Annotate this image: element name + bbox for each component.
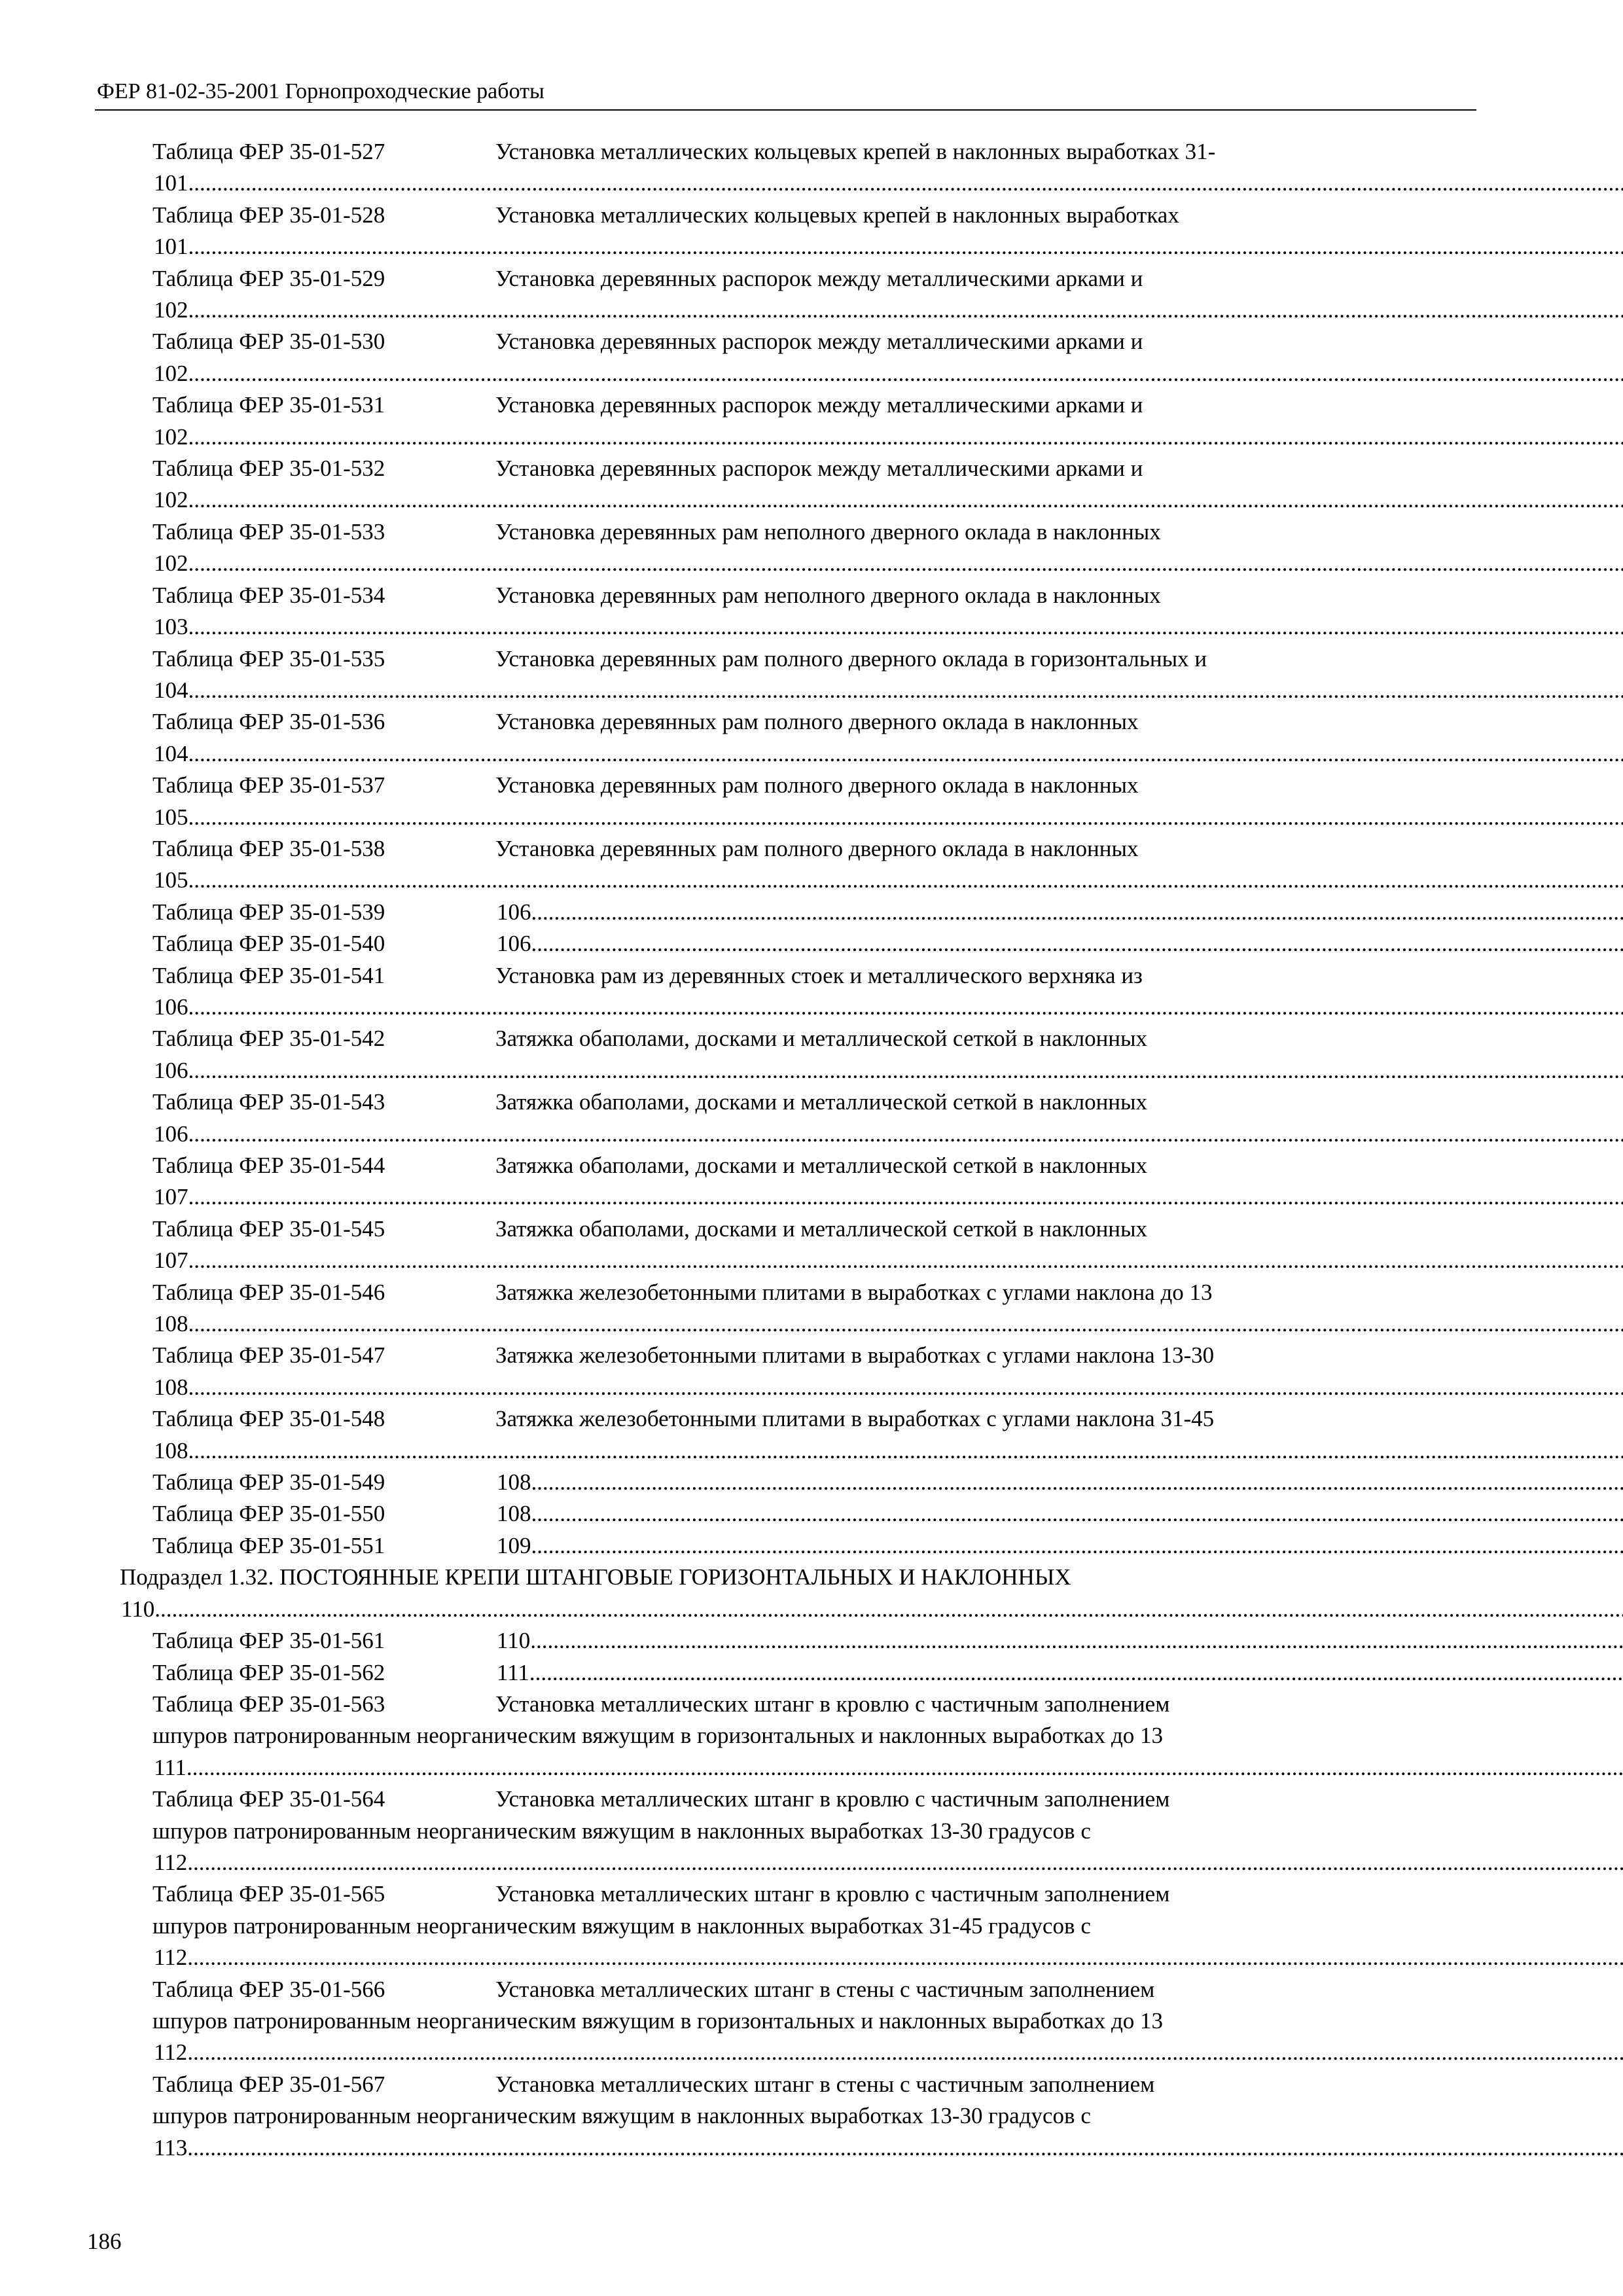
toc-entry	[152, 833, 1476, 897]
toc-title-line: шпуров патронированным неорганическим вяжущим в наклонных выработках 31-45 градусов с	[152, 1912, 1091, 1939]
toc-title-line: шпуров патронированным неорганическим вяжущим в наклонных выработках 13-30 градусов с	[152, 2103, 1091, 2129]
toc-table-id: Таблица ФЕР 35-01-541	[152, 962, 385, 988]
toc-page-ref: 105	[154, 867, 188, 893]
toc-title-line: Установка деревянных распорок между металлическими арками и	[495, 456, 1143, 482]
toc-page-ref: 103	[154, 614, 188, 640]
toc-title-line: шпуров патронированным неорганическим вяжущим в горизонтальных и наклонных выработках до 13	[152, 2007, 1163, 2034]
toc-first-line	[152, 1213, 1476, 1245]
toc-page-ref: 109	[497, 1532, 531, 1558]
toc-title-line: Установка деревянных распорок между металлическими арками и	[495, 392, 1143, 418]
toc-page-ref: 113	[154, 2134, 188, 2161]
toc-first-line	[152, 1086, 1476, 1118]
toc-title-line: Установка деревянных распорок между металлическими арками и	[495, 265, 1143, 291]
toc-title-line: Затяжка обаполами, досками и металлической сеткой в наклонных	[495, 1026, 1148, 1052]
toc-entry	[152, 326, 1476, 389]
toc-entry	[152, 960, 1476, 1024]
toc-title-line: Установка деревянных рам неполного дверного оклада в наклонных	[495, 518, 1161, 545]
toc-title-line: Установка деревянных рам полного дверного оклада в горизонтальных и	[495, 645, 1207, 672]
toc-title-line: Установка деревянных распорок между металлическими арками и	[495, 329, 1143, 355]
toc-title-line: Затяжка железобетонными плитами в выработках с углами наклона 13-30	[495, 1342, 1215, 1369]
toc-page-ref: 106	[154, 1121, 188, 1147]
toc-title-line: Установка металлических кольцевых крепей в наклонных выработках	[495, 202, 1179, 228]
toc-table-id: Таблица ФЕР 35-01-532	[152, 456, 385, 482]
toc-title-line: шпуров патронированным неорганическим вяжущим в горизонтальных и наклонных выработках до 13	[152, 1723, 1163, 1749]
toc-last-line	[152, 1119, 1476, 1150]
toc-last-line	[152, 1372, 1476, 1403]
toc-table-id: Таблица ФЕР 35-01-537	[152, 772, 385, 798]
toc-table-id: Таблица ФЕР 35-01-549	[152, 1469, 385, 1496]
toc-first-line	[152, 928, 1476, 960]
toc-entry	[152, 1657, 1476, 1689]
toc-page-ref: 110	[497, 1628, 531, 1654]
toc-entry	[152, 1689, 1476, 1784]
toc-first-line	[152, 1023, 1476, 1054]
toc-table-id: Таблица ФЕР 35-01-563	[152, 1691, 385, 1717]
toc-first-line	[152, 1784, 1476, 1815]
toc-table-id: Таблица ФЕР 35-01-533	[152, 518, 385, 545]
toc-first-line	[152, 2069, 1476, 2100]
toc-table-id: Таблица ФЕР 35-01-566	[152, 1976, 385, 2002]
toc-table-id: Таблица ФЕР 35-01-535	[152, 645, 385, 672]
toc-page-ref: 102	[154, 487, 188, 513]
toc-table-id: Таблица ФЕР 35-01-538	[152, 835, 385, 861]
toc-first-line	[152, 263, 1476, 295]
toc-last-line	[152, 1435, 1476, 1467]
toc-page-ref: 101	[154, 234, 188, 260]
toc-last-line	[152, 992, 1476, 1023]
toc-entry	[152, 453, 1476, 516]
toc-page-ref: 107	[154, 1184, 188, 1210]
toc-last-line	[152, 484, 1476, 516]
toc-title-line: Затяжка обаполами, досками и металлической сеткой в наклонных	[495, 1153, 1148, 1178]
toc-entry	[152, 136, 1476, 200]
toc-page-ref: 104	[154, 677, 188, 703]
toc-last-line	[152, 168, 1476, 199]
toc-entry	[152, 1213, 1476, 1277]
toc-page-ref: 102	[154, 423, 188, 450]
toc-first-line	[152, 1974, 1476, 2005]
toc-entry	[152, 516, 1476, 580]
toc-entry	[152, 1150, 1476, 1213]
toc-entry	[152, 706, 1476, 770]
toc-table-id: Таблица ФЕР 35-01-530	[152, 329, 385, 355]
toc-page-ref: 106	[497, 899, 531, 925]
toc-last-line	[152, 2132, 1476, 2164]
toc-title-line: Установка металлических штанг в кровлю с частичным заполнением	[495, 1881, 1170, 1907]
toc-last-line	[152, 1181, 1476, 1213]
toc-first-line	[152, 897, 1476, 928]
toc-page-ref: 105	[154, 804, 188, 830]
toc-first-line	[152, 1340, 1476, 1371]
toc-first-line	[152, 1657, 1476, 1689]
toc-title-line: Затяжка обаполами, досками и металлической сеткой в наклонных	[495, 1215, 1148, 1242]
toc-entry	[152, 1277, 1476, 1340]
toc-subsection-title-line: Подраздел 1.32. ПОСТОЯННЫЕ КРЕПИ ШТАНГОВЫЕ ГОРИЗОНТАЛЬНЫХ И НАКЛОННЫХ	[120, 1564, 1071, 1590]
toc-table-id: Таблица ФЕР 35-01-565	[152, 1881, 385, 1907]
toc-entry	[152, 1878, 1476, 1973]
toc-entry	[152, 928, 1476, 960]
toc-table-id: Таблица ФЕР 35-01-561	[152, 1628, 385, 1654]
toc-page-ref: 108	[497, 1469, 531, 1496]
toc-table-id: Таблица ФЕР 35-01-564	[152, 1786, 385, 1812]
toc-title-line: Установка деревянных рам полного дверного оклада в наклонных	[495, 709, 1139, 735]
toc-entry	[152, 643, 1476, 707]
table-of-contents	[120, 136, 1476, 2164]
toc-table-id: Таблица ФЕР 35-01-550	[152, 1501, 385, 1527]
toc-table-id: Таблица ФЕР 35-01-529	[152, 265, 385, 291]
toc-first-line	[152, 1530, 1476, 1562]
toc-page-ref: 112	[154, 1849, 188, 1875]
toc-first-line	[152, 960, 1476, 992]
toc-entry	[152, 2069, 1476, 2164]
toc-page-ref: 110	[121, 1596, 155, 1622]
toc-page-ref: 107	[154, 1247, 188, 1274]
toc-page-ref: 111	[154, 1754, 187, 1780]
toc-title-line: Установка металлических штанг в кровлю с частичным заполнением	[495, 1786, 1170, 1812]
toc-page-ref: 111	[497, 1659, 529, 1685]
toc-first-line	[152, 770, 1476, 801]
toc-last-line	[152, 865, 1476, 896]
page-number: 186	[87, 2229, 122, 2254]
running-head: ФЕР 81-02-35-2001 Горнопроходческие работы	[97, 79, 544, 103]
toc-first-line	[152, 1150, 1476, 1181]
toc-page-ref: 106	[497, 931, 531, 957]
toc-entry	[152, 580, 1476, 643]
toc-last-line	[152, 1847, 1476, 1878]
toc-entry	[152, 389, 1476, 453]
toc-title-line: Затяжка железобетонными плитами в выработках с углами наклона до 13	[495, 1279, 1213, 1305]
toc-entry	[152, 897, 1476, 928]
toc-page-ref: 102	[154, 550, 188, 577]
toc-table-id: Таблица ФЕР 35-01-544	[152, 1153, 385, 1178]
toc-table-id: Таблица ФЕР 35-01-548	[152, 1406, 385, 1432]
toc-last-line	[152, 358, 1476, 389]
toc-table-id: Таблица ФЕР 35-01-562	[152, 1659, 385, 1685]
toc-table-id: Таблица ФЕР 35-01-531	[152, 392, 385, 418]
toc-first-line	[152, 1277, 1476, 1308]
toc-page-ref: 106	[154, 994, 188, 1020]
toc-page-ref: 112	[154, 1945, 188, 1971]
toc-last-line	[152, 295, 1476, 326]
toc-subsection-last-line	[120, 1594, 1476, 1625]
toc-table-id: Таблица ФЕР 35-01-542	[152, 1026, 385, 1052]
toc-entry	[152, 1498, 1476, 1530]
toc-first-line	[152, 200, 1476, 231]
toc-title-line: Установка деревянных рам неполного дверного оклада в наклонных	[495, 582, 1161, 608]
toc-table-id: Таблица ФЕР 35-01-540	[152, 931, 385, 957]
toc-first-line	[152, 1403, 1476, 1435]
toc-entry	[152, 1530, 1476, 1562]
toc-first-line	[152, 1625, 1476, 1657]
toc-first-line	[152, 1498, 1476, 1530]
toc-page-ref: 108	[497, 1501, 531, 1527]
toc-last-line	[152, 231, 1476, 262]
toc-title-line: Установка металлических штанг в стены с частичным заполнением	[495, 2071, 1155, 2097]
toc-entry	[152, 1403, 1476, 1467]
toc-table-id: Таблица ФЕР 35-01-543	[152, 1089, 385, 1115]
toc-last-line	[152, 1245, 1476, 1276]
toc-first-line	[152, 326, 1476, 357]
toc-last-line	[152, 2037, 1476, 2068]
toc-page-ref: 108	[154, 1311, 188, 1337]
toc-page-ref: 104	[154, 740, 188, 766]
toc-last-line	[152, 675, 1476, 706]
toc-title-line: Затяжка железобетонными плитами в выработках с углами наклона 31-45	[495, 1406, 1215, 1432]
toc-title-line: Установка рам из деревянных стоек и металлического верхняка из	[495, 962, 1143, 988]
toc-title-line: Установка деревянных рам полного дверного оклада в наклонных	[495, 772, 1139, 798]
toc-table-id: Таблица ФЕР 35-01-539	[152, 899, 385, 925]
toc-last-line	[152, 422, 1476, 453]
toc-table-id: Таблица ФЕР 35-01-545	[152, 1215, 385, 1242]
toc-title-line: шпуров патронированным неорганическим вяжущим в наклонных выработках 13-30 градусов с	[152, 1818, 1091, 1844]
toc-subsection	[120, 1562, 1476, 1625]
toc-entry	[152, 1784, 1476, 1878]
toc-page-ref: 108	[154, 1374, 188, 1400]
toc-first-line	[152, 516, 1476, 548]
toc-first-line	[152, 389, 1476, 421]
toc-last-line	[152, 1308, 1476, 1340]
toc-last-line	[152, 802, 1476, 833]
toc-title-line: Установка металлических штанг в кровлю с частичным заполнением	[495, 1691, 1170, 1717]
toc-table-id: Таблица ФЕР 35-01-528	[152, 202, 385, 228]
toc-table-id: Таблица ФЕР 35-01-536	[152, 709, 385, 735]
toc-first-line	[152, 580, 1476, 611]
toc-entry	[152, 1086, 1476, 1150]
toc-page-ref: 101	[154, 170, 188, 196]
toc-last-line	[152, 1752, 1476, 1784]
toc-page-ref: 108	[154, 1437, 188, 1463]
header-rule	[95, 109, 1476, 111]
toc-table-id: Таблица ФЕР 35-01-547	[152, 1342, 385, 1369]
toc-title-line: Установка деревянных рам полного дверного оклада в наклонных	[495, 835, 1139, 861]
toc-entry	[152, 1340, 1476, 1403]
toc-entry	[152, 1023, 1476, 1086]
toc-table-id: Таблица ФЕР 35-01-546	[152, 1279, 385, 1305]
toc-table-id: Таблица ФЕР 35-01-551	[152, 1532, 385, 1558]
toc-last-line	[152, 738, 1476, 770]
toc-page-ref: 112	[154, 2039, 188, 2066]
toc-first-line	[152, 453, 1476, 484]
toc-last-line	[152, 548, 1476, 579]
toc-last-line	[152, 1055, 1476, 1086]
toc-first-line	[152, 706, 1476, 738]
toc-table-id: Таблица ФЕР 35-01-527	[152, 139, 385, 164]
toc-first-line	[152, 833, 1476, 865]
toc-last-line	[152, 1942, 1476, 1973]
toc-entry	[152, 263, 1476, 327]
toc-first-line	[152, 1689, 1476, 1720]
toc-page-ref: 102	[154, 297, 188, 323]
toc-entry	[152, 1467, 1476, 1498]
toc-page-ref: 106	[154, 1057, 188, 1083]
toc-page-ref: 102	[154, 360, 188, 386]
toc-first-line	[152, 643, 1476, 675]
toc-last-line	[152, 611, 1476, 643]
toc-title-line: Затяжка обаполами, досками и металлической сеткой в наклонных	[495, 1089, 1148, 1115]
toc-title-line: Установка металлических кольцевых крепей в наклонных выработках 31-	[495, 139, 1216, 164]
toc-entry	[152, 1625, 1476, 1657]
toc-first-line	[152, 1467, 1476, 1498]
toc-entry	[152, 200, 1476, 263]
toc-first-line	[152, 136, 1476, 168]
toc-entry	[152, 1974, 1476, 2069]
toc-table-id: Таблица ФЕР 35-01-534	[152, 582, 385, 608]
toc-first-line	[152, 1878, 1476, 1910]
toc-title-line: Установка металлических штанг в стены с частичным заполнением	[495, 1976, 1155, 2002]
toc-table-id: Таблица ФЕР 35-01-567	[152, 2071, 385, 2097]
toc-entry	[152, 770, 1476, 833]
